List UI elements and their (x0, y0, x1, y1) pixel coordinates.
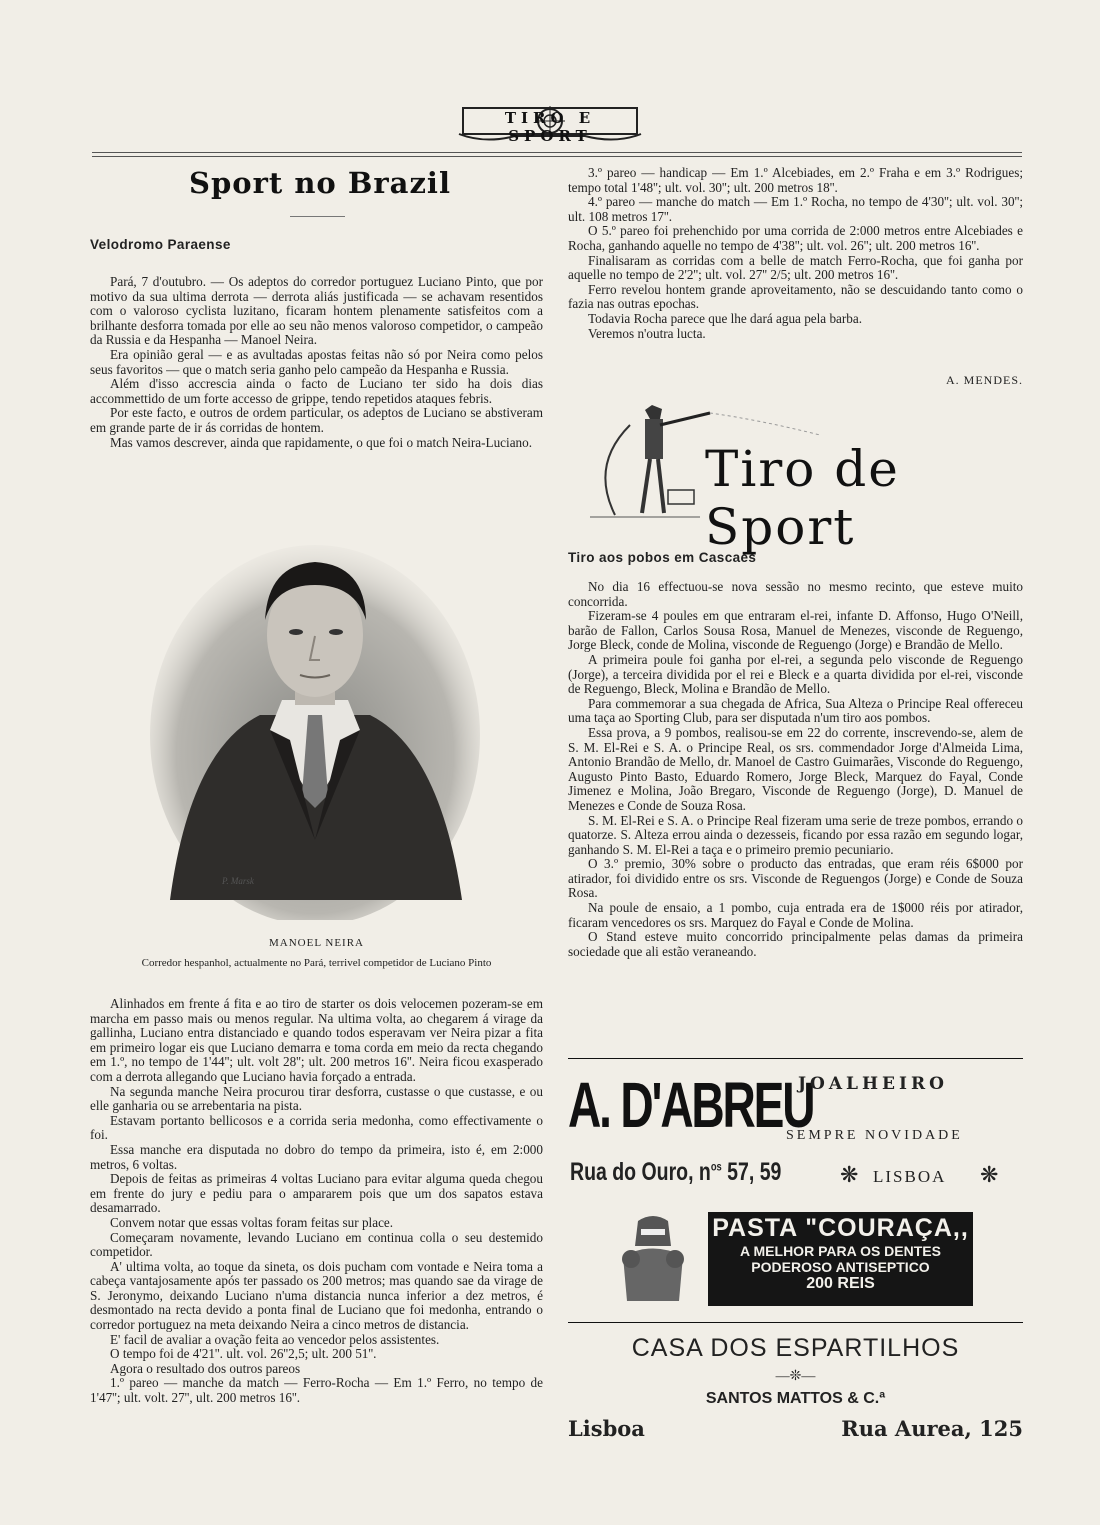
article-top-paragraph: Por este facto, e outros de ordem particular, os adeptos de Luciano se abstiveram em grande parte de ir ás corridas de hontem. (90, 405, 543, 435)
article-bottom-paragraph: Essa manche era disputada no dobro do tempo da primeira, isto é, em 2:000 metros, 6 voltas. (90, 1141, 543, 1172)
article-title: Sport no Brazil (189, 166, 451, 200)
abreu-address (570, 1158, 781, 1187)
section-heading-tiro (568, 550, 1023, 565)
tiro-section-title: Tiro aos pobos em Cascaes (568, 550, 757, 565)
tiro-text (568, 580, 1023, 959)
abreu-address-street: Rua do Ouro, n (570, 1158, 711, 1186)
ad-abreu (568, 1066, 1023, 1191)
portrait-photo (150, 540, 480, 920)
article-right-paragraph: Veremos n'outra lucta. (588, 325, 706, 341)
abreu-ornament-right: ❋ (980, 1162, 999, 1187)
couraca-line4: 200 REIS (806, 1275, 875, 1292)
article-right-paragraph: Todavia Rocha parece que lhe dará agua pela barba. (588, 310, 863, 326)
tiro-paragraph: S. M. El-Rei e S. A. o Principe Real fizeram uma serie de treze pombos, errando o quatorze. S. Alteza errou ainda o dezesseis, ficando por essa razão em segundo logar, ganhando S. M. El-Rei a taça e o primeiro premio pecuniario. (568, 812, 1023, 857)
abreu-name: A. D'ABREU (568, 1069, 814, 1141)
photo-caption-text: Corredor hespanhol, actualmente no Pará, terrivel competidor de Luciano Pinto (141, 957, 492, 969)
espartilhos-street: Rua Aurea, 125 (841, 1416, 1023, 1441)
couraca-line2: A MELHOR PARA OS DENTES (740, 1243, 941, 1259)
article-author: A. MENDES. (945, 373, 1023, 387)
header-rule-top (92, 152, 1022, 153)
article-right-paragraph: Ferro revelou hontem grande aproveitamento, não se descuidando tanto como o fazia nas outras epochas. (568, 281, 1023, 312)
abreu-trade: JOALHEIRO (798, 1074, 948, 1094)
abreu-city: LISBOA (873, 1167, 947, 1186)
photo-caption-name: MANOEL NEIRA (269, 937, 364, 949)
tiro-paragraph: Essa prova, a 9 pombos, realisou-se em 22 do corrente, inscrevendo-se, alem de S. M. El-Rei e S. A. o Principe Real, os srs. commendador Jorge d'Almeida Lima, Antonio Brandão de Mello, dr. Manoel de Castro Guimarães, Visconde do Reguengo, Augusto Pinto Basto, Eduardo Romero, Jorge Bleck, Marquez do Fayal, Conde Jimenez e Molina, João Bregaro, Visconde de Reguengo (Jorge), D. Manuel de Menezes e Conde de Souza Rosa. (568, 724, 1023, 813)
tiro-paragraph: O 3.º premio, 30% sobre o producto das entradas, que eram réis 6$000 por atirador, foi dividido entre os srs. Visconde de Reguengos (Jorge) e Conde de Souza Rosa. (568, 856, 1023, 901)
ad-rule-1 (568, 1058, 1023, 1059)
ad-couraca (568, 1199, 1023, 1314)
article-bottom-paragraph: 1.º pareo — manche da match — Ferro-Rocha — Em 1.º Ferro, no tempo de 1'47''; ult. volt. 27'', ult. 200 metros 16''. (90, 1375, 543, 1406)
article-bottom-paragraph: Depois de feitas as primeiras 4 voltas Luciano para evitar alguma queda chegou em frente do jury e pediu para o ampararem pois que um dos sapatos estava desamarrado. (90, 1171, 543, 1216)
article-bottom-paragraph: Começaram novamente, levando Luciano em continua colla o seu destemido competidor. (90, 1229, 543, 1260)
couraca-line1: PASTA "COURAÇA,, (712, 1214, 969, 1242)
header-rule-bottom (92, 156, 1022, 157)
couraca-banner (708, 1212, 973, 1306)
article-top-paragraph: Era opinião geral — e as avultadas apostas feitas não só por Neira como pelos seus favoritos — que o match seria ganho pelo campeão da Hespanha e Russia. (90, 346, 543, 377)
article-bottom-paragraph: E' facil de avaliar a ovação feita ao vencedor pelos assistentes. (110, 1331, 440, 1347)
article-bottom-paragraph: Alinhados em frente á fita e ao tiro de starter os dois velocemen pozeram-se em marcha em passo mais ou menos regular. Na ultima volta, ao chegarem á virage da gallinha, Luciano entra distanciado e quando todos esperavam ver Neira pizar a fita em primeiro logar eis que Luciano demarra e toma corda em meio da recta chegando em 1.º, no tempo de 1'44''; ult. volt 28''; ult. 200 metros 16''. Neira ficou exasperado com a derrota allegando que Luciano havia forçado a entrada. (90, 996, 543, 1084)
article-top-paragraph: Além d'isso accrescia ainda o facto de Luciano ter sido ha dois dias accommettido de um forte accesso de grippe, tendo repetidos ataques febris. (90, 376, 543, 406)
article-top-paragraph: Pará, 7 d'outubro. — Os adeptos do corredor portuguez Luciano Pinto, que por motivo da sua ultima derrota — derrota aliás justificada — se achavam resentidos com o valoroso cyclista luzitano, ficaram hontem plenamente satisfeitos com a brilhante desforra tomada por elle ao seu não menos valoroso competidor, o campeão da Russia e da Hespanha — Manoel Neira. (90, 274, 543, 348)
title-divider (290, 216, 345, 217)
article-right-paragraph: 3.º pareo — handicap — Em 1.º Alcebiades, em 2.º Fraha e em 3.º Rodrigues; tempo total 1'48''; ult. vol. 30''; ult. 200 metros 18''. (568, 165, 1023, 195)
tiro-paragraph: Na poule de ensaio, a 1 pombo, cuja entrada era de 1$000 réis por atirador, ficaram vencedores os srs. Marquez do Fayal e Conde de Molina. (568, 900, 1023, 930)
ad-rule-2 (568, 1322, 1023, 1323)
article-right-paragraph: O 5.º pareo foi prehenchido por uma corrida de 2:000 metros entre Alcebiades e Rocha, ganhando aquelle no tempo de 4'38''; ult. vol. 26''; ult. 200 metros 16''. (568, 223, 1023, 253)
tiro-header-illustration (590, 395, 1020, 556)
article-right-paragraph: Finalisaram as corridas com a belle de match Ferro-Rocha, que foi ganha por aquelle no tempo de 2'2''; ult. vol. 27'' 2/5; ult. 200 metros 16''. (568, 252, 1023, 283)
tiro-paragraph: No dia 16 effectuou-se nova sessão no mesmo recinto, que esteve muito concorrida. (568, 579, 1023, 609)
article-bottom-paragraph: Na segunda manche Neira procurou tirar desforra, custasse o que custasse, e ou elle ganharia ou se arrebentaria na pista. (90, 1083, 543, 1114)
espartilhos-city: Lisboa (568, 1416, 645, 1441)
article-bottom-paragraph: Estavam portanto bellicosos e a corrida seria medonha, como effectivamente o foi. (90, 1112, 543, 1143)
espartilhos-owner: SANTOS MATTOS & C.ª (705, 1390, 886, 1407)
tiro-paragraph: O Stand esteve muito concorrido principalmente pelas damas da primeira sociedade que ali estão veraneando. (568, 929, 1023, 959)
abreu-ornament-left: ❋ (840, 1162, 859, 1187)
article-bottom-paragraph: A' ultima volta, ao toque da sineta, os dois pucham com vontade e Neira toma a cabeça vantajosamente após ter passado os 200 metros; mas quando sae da virage de S. Jeronymo, deixando Luciano n'uma distancia nunca inferior a dez metros, é desmontado na recta devido a ponta final de Luciano que foi medonha, entrando o corredor portuguez na meta deixando Neira a cinco metros de distancia. (90, 1258, 543, 1333)
ad-espartilhos (568, 1330, 1023, 1440)
espartilhos-title: CASA DOS ESPARTILHOS (631, 1334, 960, 1362)
armor-icon (613, 1211, 693, 1311)
couraca-line3: PODEROSO ANTISEPTICO (751, 1259, 930, 1275)
article-top-text (90, 275, 543, 450)
tiro-header-title: Tiro de Sport (705, 440, 900, 556)
abreu-address-sup: os (710, 1159, 722, 1174)
photo-signature: P. Marsk (222, 876, 254, 886)
espartilhos-ornament: —❊— (775, 1369, 816, 1384)
article-right-paragraph: 4.º pareo — manche do match — Em 1.º Rocha, no tempo de 4'30''; ult. vol. 30''; ult. 108 metros 17''. (568, 194, 1023, 224)
article-right-text (568, 166, 1023, 341)
tiro-paragraph: A primeira poule foi ganha por el-rei, a segunda pelo visconde de Reguengo (Jorge), a terceira dividida por el rei e Bleck e a quarta dividida por el-rei, visconde de Reguengo, Bleck, Molina e Brandão de Mello. (568, 651, 1023, 697)
section-title: Velodromo Paraense (90, 237, 231, 252)
section-heading-velodromo (90, 237, 543, 252)
article-bottom-paragraph: Agora o resultado dos outros pareos (110, 1360, 301, 1376)
article-bottom-paragraph: Convem notar que essas voltas foram feitas sur place. (110, 1214, 394, 1230)
masthead-logo-text: TIRO E SPORT (504, 109, 596, 145)
article-bottom-text (90, 997, 543, 1406)
article-top-paragraph: Mas vamos descrever, ainda que rapidamente, o que foi o match Neira-Luciano. (110, 434, 533, 450)
tiro-paragraph: Fizeram-se 4 poules em que entraram el-rei, infante D. Affonso, Hugo O'Neill, barão de Fallon, Carlos Sousa Rosa, Manuel de Menezes, visconde de Reguengo, Jorge Bleck, conde de Molina, visconde de Reguengo (Jorge) e Brandão de Mello. (568, 608, 1023, 653)
abreu-address-numbers: 57, 59 (727, 1158, 782, 1186)
abreu-slogan: SEMPRE NOVIDADE (786, 1128, 963, 1143)
masthead-logo (455, 100, 645, 144)
tiro-paragraph: Para commemorar a sua chegada de Africa, Sua Alteza o Principe Real offereceu uma taça ao Sporting Club, para ser disputada n'um tiro aos pombos. (568, 695, 1023, 726)
article-bottom-paragraph: O tempo foi de 4'21''. ult. vol. 26''2,5; ult. 200 51''. (110, 1346, 377, 1362)
